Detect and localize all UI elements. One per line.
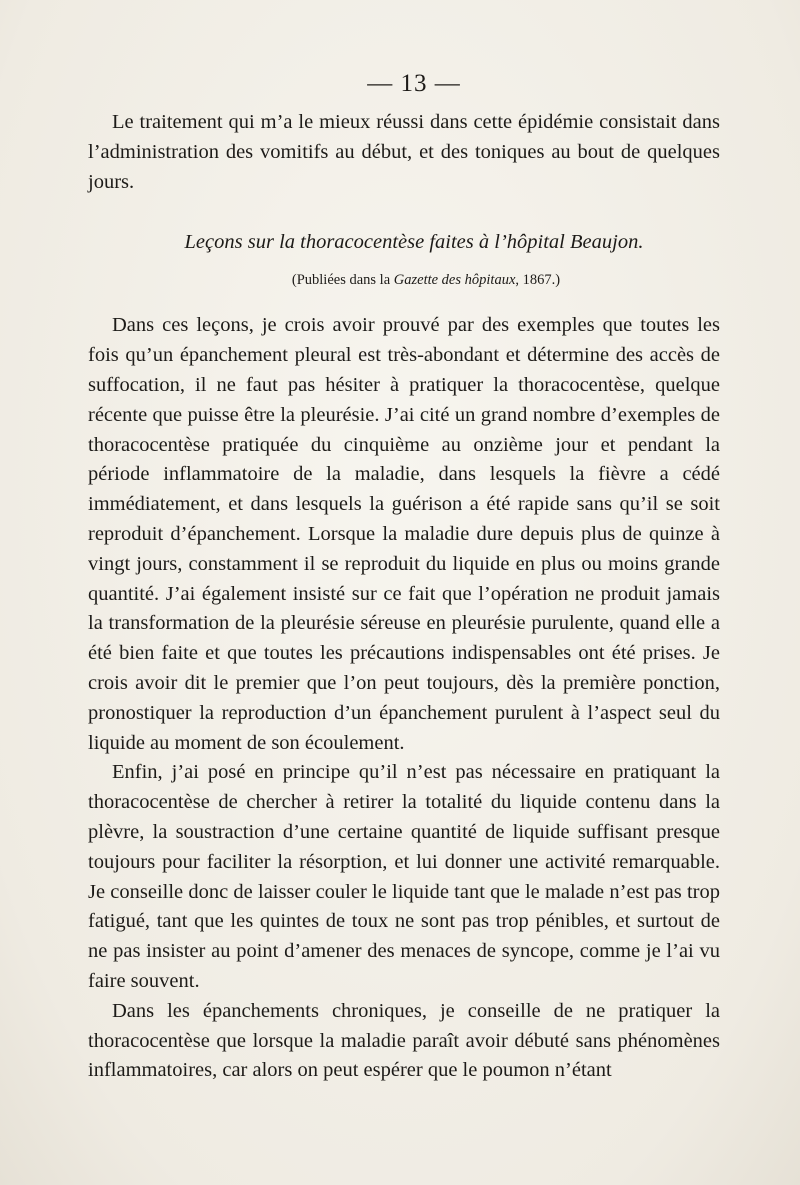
source-suffix: , 1867.)	[515, 272, 561, 289]
page-number: — 13 —	[367, 70, 461, 97]
section-title-main: Leçons sur la thoracocentèse faites à l’hôpital	[184, 231, 570, 254]
body-paragraph-3: Dans les épanchements chroniques, je conseille de ne pratiquer la thoracocentèse que lorsque la maladie paraît avoir débuté sans phénomènes inflammatoires, car alors on peut espérer que le poumon n’étant	[88, 999, 720, 1082]
body-paragraph-2: Enfin, j’ai posé en principe qu’il n’est pas nécessaire en pratiquant la thoracocentèse de chercher à retirer la totalité du liquide contenu dans la plèvre, la soustraction d’une certaine quantité de liquide suffisant presque toujours pour faciliter la résorption, et lui donner une activité remarquable. Je conseille donc de laisser couler le liquide tant que le malade n’est pas trop fatigué, tant que les quintes de toux ne sont pas trop pénibles, et surtout de ne pas insister au point d’amener des menaces de syncope, comme je l’ai vu faire souvent.	[88, 761, 720, 992]
body-paragraph-1: Dans ces leçons, je crois avoir prouvé par des exemples que toutes les fois qu’un épanchement pleural est très-abondant et détermine des accès de suffocation, il ne faut pas hésiter à pratiquer la thoracocentèse, quelque récente que puisse être la pleurésie. J’ai cité un grand nombre d’exemples de thoracocentèse pratiquée du cinquième au onzième jour et pendant la période inflammatoire de la maladie, dans lesquels la fièvre a cédé immédiatement, et dans lesquels la guérison a été rapide sans qu’il se soit reproduit d’épanchement. Lorsque la maladie dure depuis plus de quinze à vingt jours, constamment il se reproduit du liquide en plus ou moins grande quantité. J’ai également insisté sur ce fait que l’opération ne produit jamais la transformation de la pleurésie séreuse en pleurésie purulente, quand elle a été bien faite et que toutes les précautions indispensables ont été prises. Je crois avoir dit le premier que l’on peut toujours, dès la première ponction, pronostiquer la reproduction d’un épanchement purulent à l’aspect seul du liquide au moment de son écoulement.	[88, 314, 720, 754]
intro-paragraph: Le traitement qui m’a le mieux réussi dans cette épidémie consistait dans l’administration des vomitifs au début, et des toniques au bout de quelques jours.	[88, 111, 720, 193]
source-prefix: (Publiées dans la	[291, 272, 394, 289]
section-title	[88, 231, 720, 254]
spacer	[88, 197, 720, 231]
source-journal: Gazette des hôpitaux	[393, 272, 516, 289]
section-source	[88, 272, 720, 289]
section-title-place: Beaujon.	[570, 231, 644, 254]
spacer	[88, 289, 720, 311]
